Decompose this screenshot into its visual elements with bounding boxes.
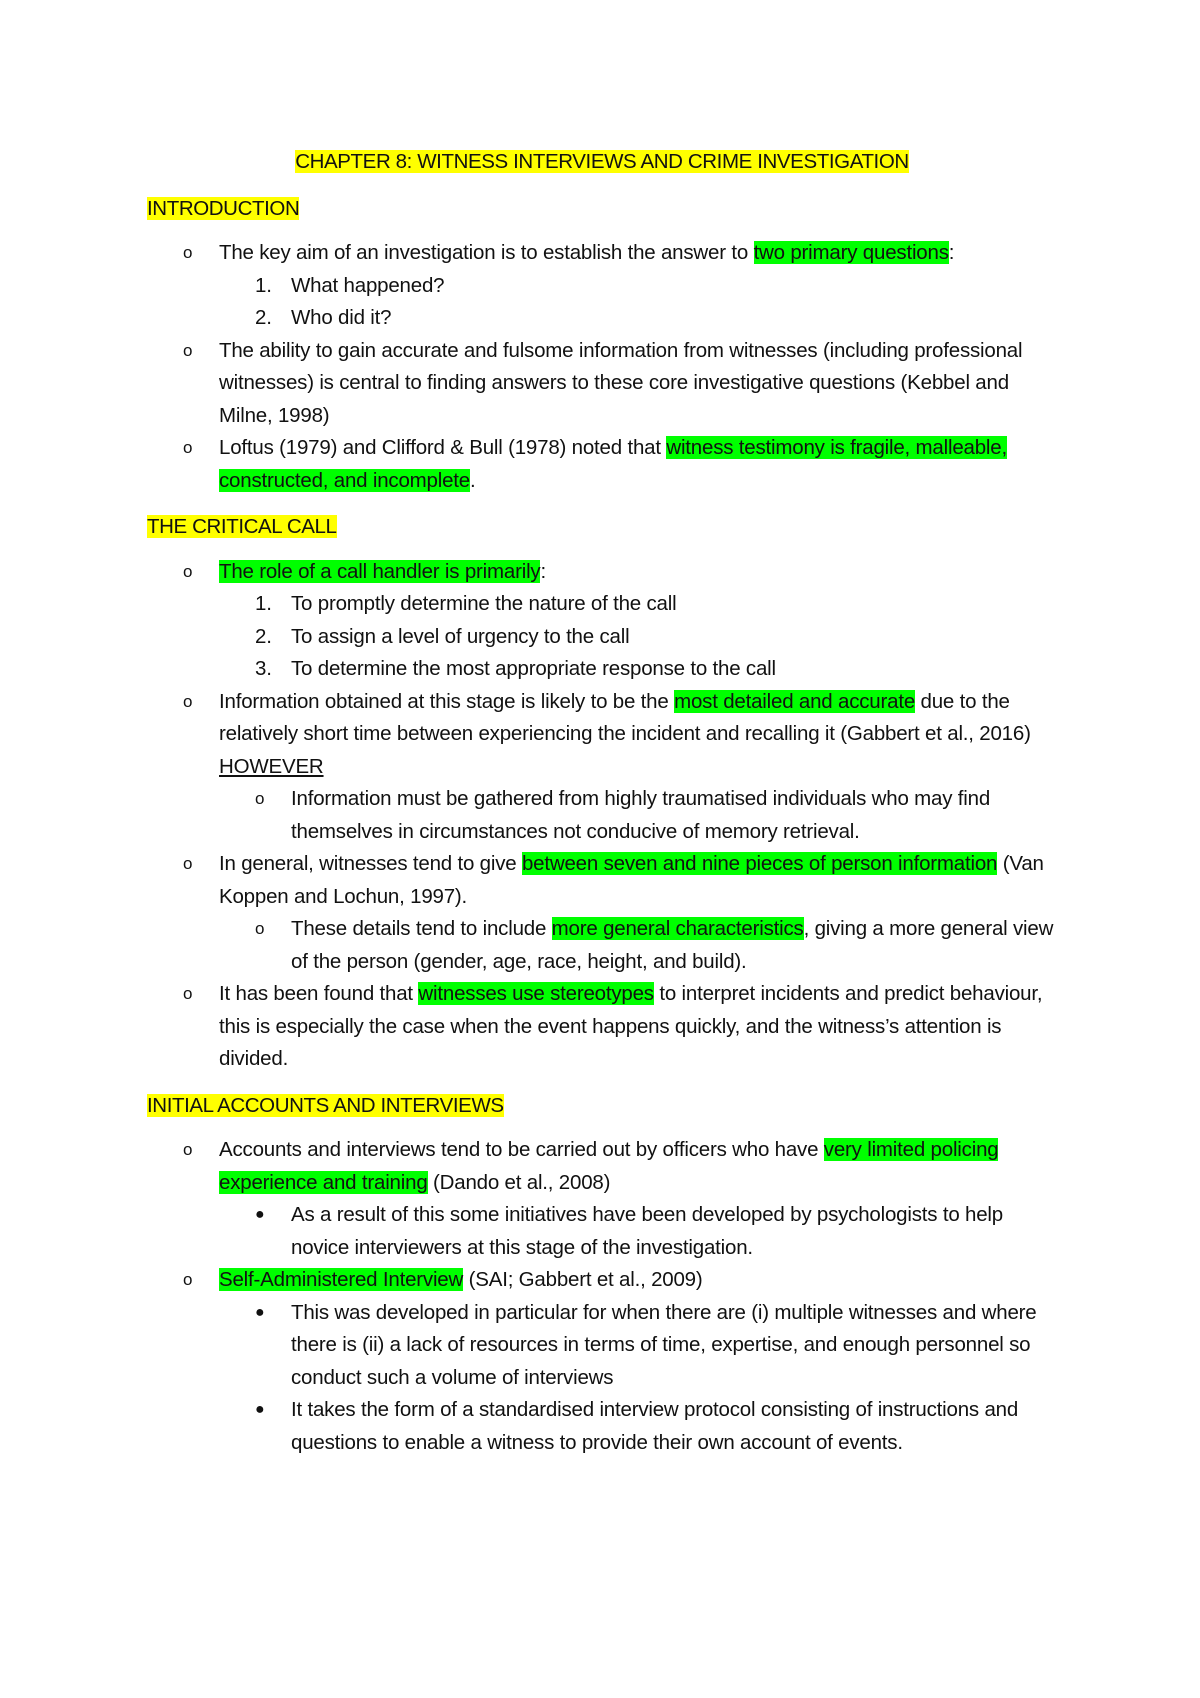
text-run: (Dando et al., 2008) [427,1170,611,1194]
numbered-item [147,653,1057,686]
list-item-text [219,237,1057,270]
section-heading-initial-accounts [147,1090,1057,1123]
numbered-item [147,270,1057,303]
chapter-title-text: CHAPTER 8: WITNESS INTERVIEWS AND CRIME INVESTIGATION [295,150,909,173]
circle-bullet-icon: o [183,854,193,873]
text-run: Information obtained at this stage is likely to be the [219,689,675,713]
solid-bullet-icon: ● [255,1401,265,1418]
list-item-text: The ability to gain accurate and fulsome information from witnesses (including professional witnesses) is central to finding answers to these core investigative questions (Kebbel and Milne, 1998) [219,338,1023,427]
text-run: It has been found that [219,982,419,1005]
text-run: : [948,241,955,264]
text-run: to interpret incidents and predict behaviour, this is especially the case when the event happens quickly, and the witness’s attention is divided. [219,982,1043,1070]
sub-list-item [147,913,1057,978]
circle-bullet-icon: o [183,561,193,581]
chapter-title [147,146,1057,179]
item-number: 3. [255,657,272,680]
list-item [147,686,1057,784]
numbered-item [147,588,1057,621]
list-item-text [219,848,1057,913]
numbered-item-text: To promptly determine the nature of the call [291,592,677,615]
list-item-text [219,556,1057,589]
highlighted-text: most detailed and accurate [674,689,916,713]
section-heading-text: THE CRITICAL CALL [147,515,337,538]
underlined-text: HOWEVER [219,754,324,778]
text-run: Accounts and interviews tend to be carried out by officers who have [219,1138,824,1161]
document-body [147,146,1057,1459]
list-item-text [219,978,1057,1076]
highlighted-text: very limited policing experience and training [219,1138,999,1194]
numbered-item [147,621,1057,654]
text-run: The key aim of an investigation is to establish the answer to [219,241,754,264]
list-item [147,1264,1057,1297]
sub-list-item-text [291,913,1057,978]
highlighted-text: witness testimony is fragile, malleable, constructed, and incomplete [219,436,1007,492]
circle-bullet-icon: o [183,691,193,711]
highlighted-text: The role of a call handler is primarily [219,559,541,583]
circle-bullet-icon: o [183,243,193,262]
text-run: In general, witnesses tend to give [219,852,522,875]
text-run: These details tend to include [291,917,552,940]
list-item [147,848,1057,913]
highlighted-text: witnesses use stereotypes [418,982,654,1005]
list-item [147,237,1057,270]
circle-bullet-icon: o [183,438,193,457]
bullet-item [147,1199,1057,1264]
section-heading-text: INITIAL ACCOUNTS AND INTERVIEWS [147,1093,504,1117]
circle-bullet-icon: o [183,1270,193,1289]
text-run: . [470,468,476,492]
item-number: 2. [255,306,272,329]
bullet-item-text: It takes the form of a standardised interview protocol consisting of instructions and questions to enable a witness to provide their own account of events. [291,1398,1019,1454]
list-item [147,978,1057,1076]
text-run: , giving a more general view of the person (gender, age, race, height, and build). [291,917,1054,973]
list-item-text [219,432,1057,497]
section-heading-critical-call [147,511,1057,544]
solid-bullet-icon: ● [255,1303,265,1321]
circle-bullet-icon: o [255,789,265,808]
circle-bullet-icon: o [183,340,193,360]
sub-list-item-text: Information must be gathered from highly traumatised individuals who may find themselves in circumstances not conducive of memory retrieval. [291,787,991,843]
numbered-item-text: Who did it? [291,306,392,329]
highlighted-text: two primary questions [753,241,949,264]
list-item [147,1134,1057,1199]
numbered-item [147,302,1057,335]
item-number: 2. [255,624,272,648]
highlighted-text: between seven and nine pieces of person information [521,852,998,875]
text-run: (SAI; Gabbert et al., 2009) [463,1268,703,1291]
bullet-item-text: As a result of this some initiatives have been developed by psychologists to help novice interviewers at this stage of the investigation. [291,1203,1003,1259]
bullet-item-text: This was developed in particular for when there are (i) multiple witnesses and where there is (ii) a lack of resources in terms of time, expertise, and enough personnel so conduct such a volume of interviews [291,1300,1037,1389]
section-heading-text: INTRODUCTION [147,196,300,220]
text-run: (Van Koppen and Lochun, 1997). [219,852,1044,908]
section-heading-introduction [147,193,1057,226]
list-item-text [219,686,1057,784]
bullet-item [147,1297,1057,1395]
sub-list-item [147,783,1057,848]
highlighted-text: Self-Administered Interview [219,1268,464,1291]
numbered-item-text: To determine the most appropriate response to the call [291,657,776,680]
list-item [147,335,1057,433]
list-item [147,556,1057,589]
solid-bullet-icon: ● [255,1206,265,1223]
text-run: : [540,559,546,583]
item-number: 1. [255,592,272,615]
item-number: 1. [255,273,272,297]
text-run: Loftus (1979) and Clifford & Bull (1978) noted that [219,436,667,459]
list-item [147,432,1057,497]
list-item-text [219,1134,1057,1199]
circle-bullet-icon: o [255,919,265,938]
list-item-text [219,1264,1057,1297]
circle-bullet-icon: o [183,1140,193,1159]
numbered-item-text: What happened? [291,273,445,297]
numbered-item-text: To assign a level of urgency to the call [291,624,630,648]
highlighted-text: more general characteristics [551,917,804,940]
bullet-item [147,1394,1057,1459]
text-run: due to the relatively short time between experiencing the incident and recalling it (Gabbert et al., 2016) [219,689,1031,745]
circle-bullet-icon: o [183,984,193,1003]
